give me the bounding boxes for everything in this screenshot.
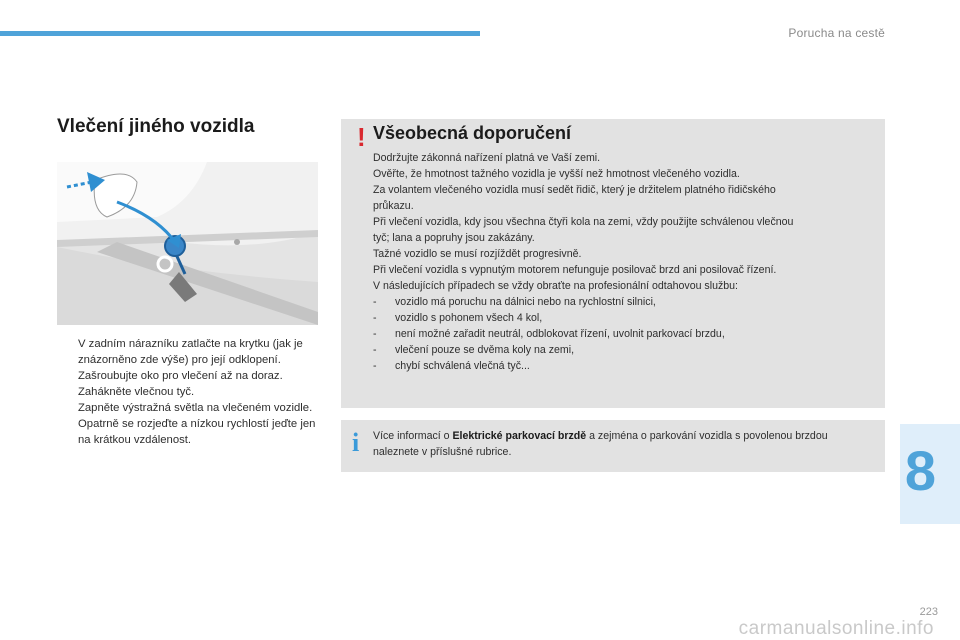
warning-line: průkazu. (373, 200, 414, 212)
warning-line: Tažné vozidlo se musí rozjíždět progresivně. (373, 248, 582, 260)
watermark: carmanualsonline.info (738, 618, 934, 639)
warning-body (373, 150, 863, 374)
info-i-icon: i (352, 428, 360, 457)
warning-line: Při vlečení vozidla, kdy jsou všechna čtyři kola na zemi, vždy použijte schválenou vlečnou (373, 216, 794, 228)
instruction-item: Zašroubujte oko pro vlečení až na doraz. (78, 370, 283, 382)
towing-eye-illustration (57, 162, 318, 325)
parking-brake-reference: Elektrické parkovací brzdě (452, 430, 587, 442)
bumper-drawing (57, 162, 318, 325)
case-item: - vozidlo má poruchu na dálnici nebo na rychlostní silnici, (373, 296, 656, 308)
instruction-item: Opatrně se rozjeďte a nízkou rychlostí jeďte jen na krátkou vzdálenost. (78, 418, 316, 446)
warning-line: Při vlečení vozidla s vypnutým motorem nefunguje posilovač brzd ani posilovač řízení. (373, 264, 777, 276)
page-title: Vlečení jiného vozidla (57, 116, 255, 137)
info-text: Více informací o Elektrické parkovací brzdě a zejména o parkování vozidla s povolenou brzdou naleznete v příslušné rubrice. (373, 430, 828, 458)
section-name: Porucha na cestě (788, 26, 885, 40)
towing-instructions-list (60, 336, 322, 448)
instruction-item: Zapněte výstražná světla na vlečeném vozidle. (78, 402, 313, 414)
case-item: - vlečení pouze se dvěma koly na zemi, (373, 344, 575, 356)
warning-line: V následujících případech se vždy obraťte na profesionální odtahovou službu: (373, 280, 738, 292)
case-item: - chybí schválená vlečná tyč... (373, 360, 530, 372)
instruction-item: Zahákněte vlečnou tyč. (78, 386, 195, 398)
warning-line: Ověřte, že hmotnost tažného vozidla je vyšší než hmotnost vlečeného vozidla. (373, 168, 740, 180)
general-recommendations-box (341, 119, 885, 408)
case-item: - vozidlo s pohonem všech 4 kol, (373, 312, 543, 324)
warning-line: Za volantem vlečeného vozidla musí sedět řidič, který je držitelem platného řidičského (373, 184, 776, 196)
warning-line: Dodržujte zákonná nařízení platná ve Vaší zemi. (373, 152, 601, 164)
header-accent-bar (0, 31, 480, 36)
info-box (341, 420, 885, 472)
warning-exclamation-icon: ! (357, 122, 366, 152)
warning-title: Všeobecná doporučení (373, 123, 572, 143)
page-number: 223 (919, 606, 938, 618)
warning-line: tyč; lana a popruhy jsou zakázány. (373, 232, 535, 244)
chapter-number: 8 (904, 439, 936, 502)
case-item: - není možné zařadit neutrál, odblokovat řízení, uvolnit parkovací brzdu, (373, 328, 725, 340)
instruction-item: V zadním nárazníku zatlačte na krytku (jak je znázorněno zde výše) pro její odklopení. (78, 338, 303, 366)
